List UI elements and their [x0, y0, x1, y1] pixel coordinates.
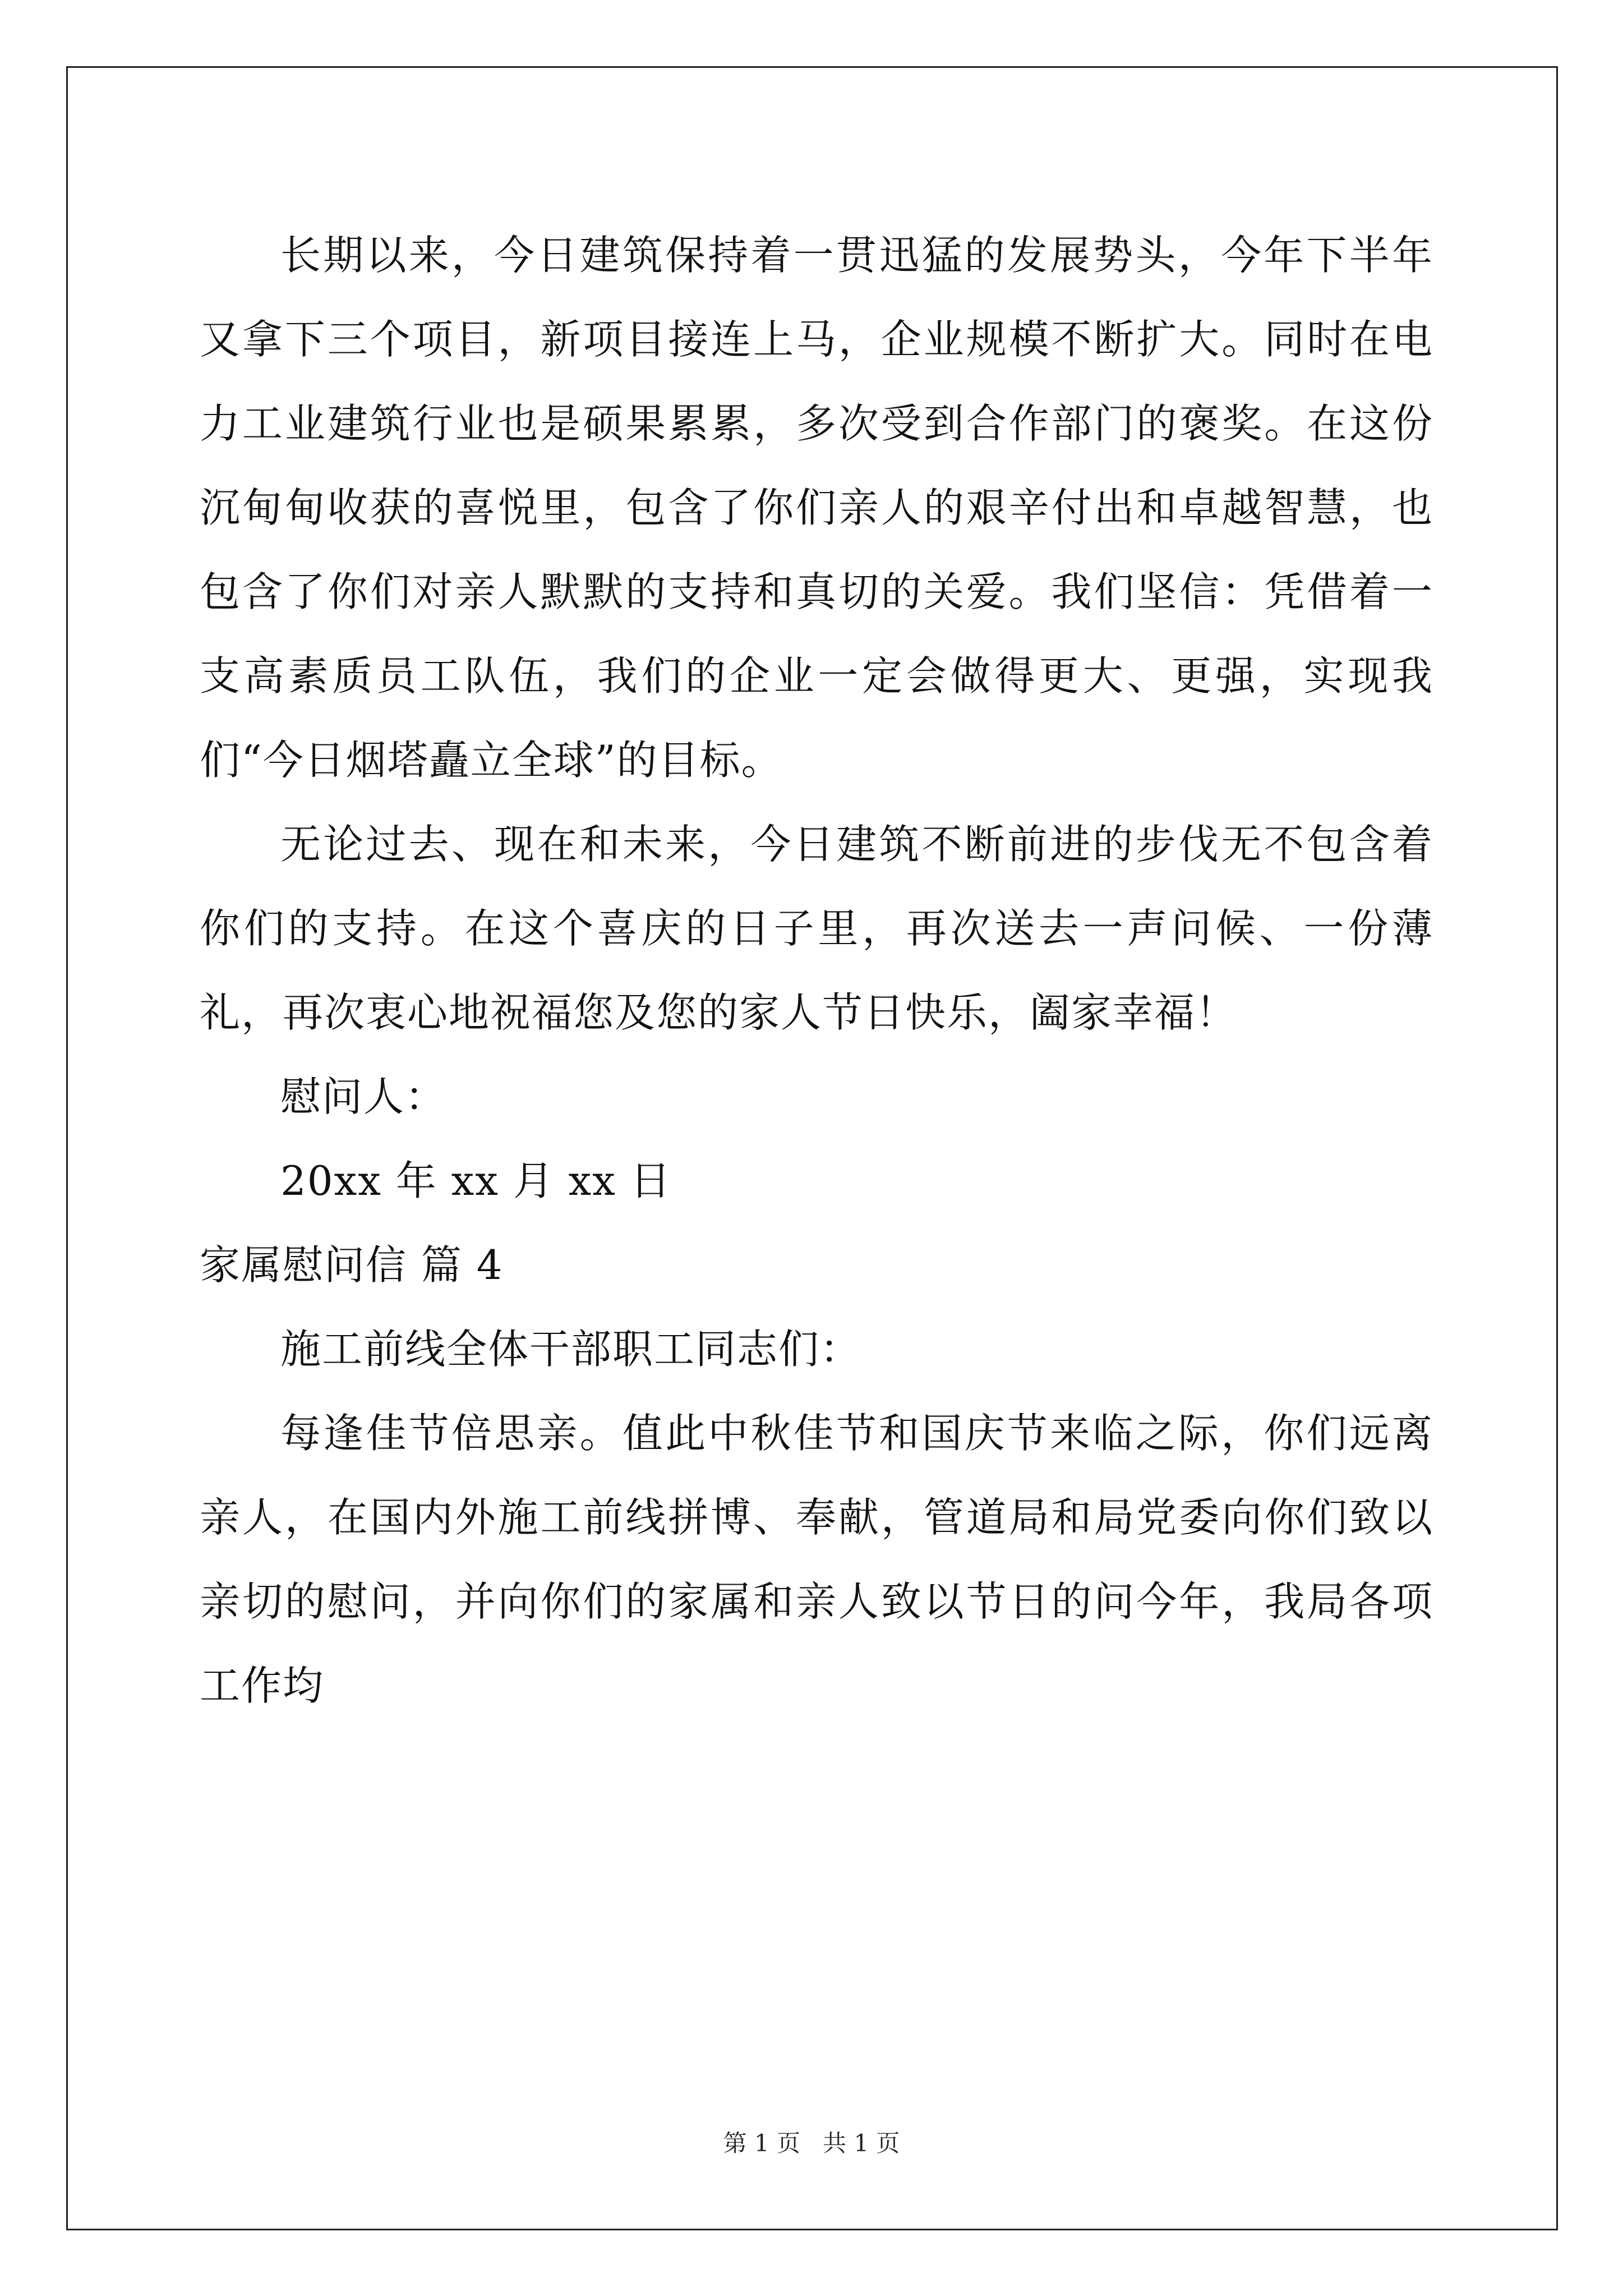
page-number-total: 共 1 页 [823, 2129, 900, 2157]
paragraph-progress: 长期以来，今日建筑保持着一贯迅猛的发展势头，今年下半年又拿下三个项目，新项目接连上马，企业规模不断扩大。同时在电力工业建筑行业也是硕果累累，多次受到合作部门的褒奖。在这份沉甸甸收获的喜悦里，包含了你们亲人的艰辛付出和卓越智慧，也包含了你们对亲人默默的支持和真切的关爱。我们坚信：凭借着一支高素质员工队伍，我们的企业一定会做得更大、更强，实现我们“今日烟塔矗立全球”的目标。 [200, 232, 1433, 784]
paragraph-festival: 每逢佳节倍思亲。值此中秋佳节和国庆节来临之际，你们远离亲人，在国内外施工前线拼博、奉献，管道局和局党委向你们致以亲切的慰问，并向你们的家属和亲人致以节日的问今年，我局各项工作均 [200, 1410, 1433, 1709]
signature-label: 慰问人： [280, 1073, 447, 1120]
salutation: 施工前线全体干部职工同志们： [280, 1326, 862, 1373]
date-line: 20xx 年 xx 月 xx 日 [280, 1157, 672, 1204]
section-heading: 家属慰问信 篇 4 [200, 1241, 504, 1289]
page-footer [0, 2125, 1623, 2159]
paragraph-blessing: 无论过去、现在和未来，今日建筑不断前进的步伐无不包含着你们的支持。在这个喜庆的日子里，再次送去一声问候、一份薄礼，再次衷心地祝福您及您的家人节日快乐，阖家幸福！ [200, 821, 1433, 1036]
document-body [200, 213, 1433, 1728]
page-number-current: 第 1 页 [723, 2129, 800, 2157]
